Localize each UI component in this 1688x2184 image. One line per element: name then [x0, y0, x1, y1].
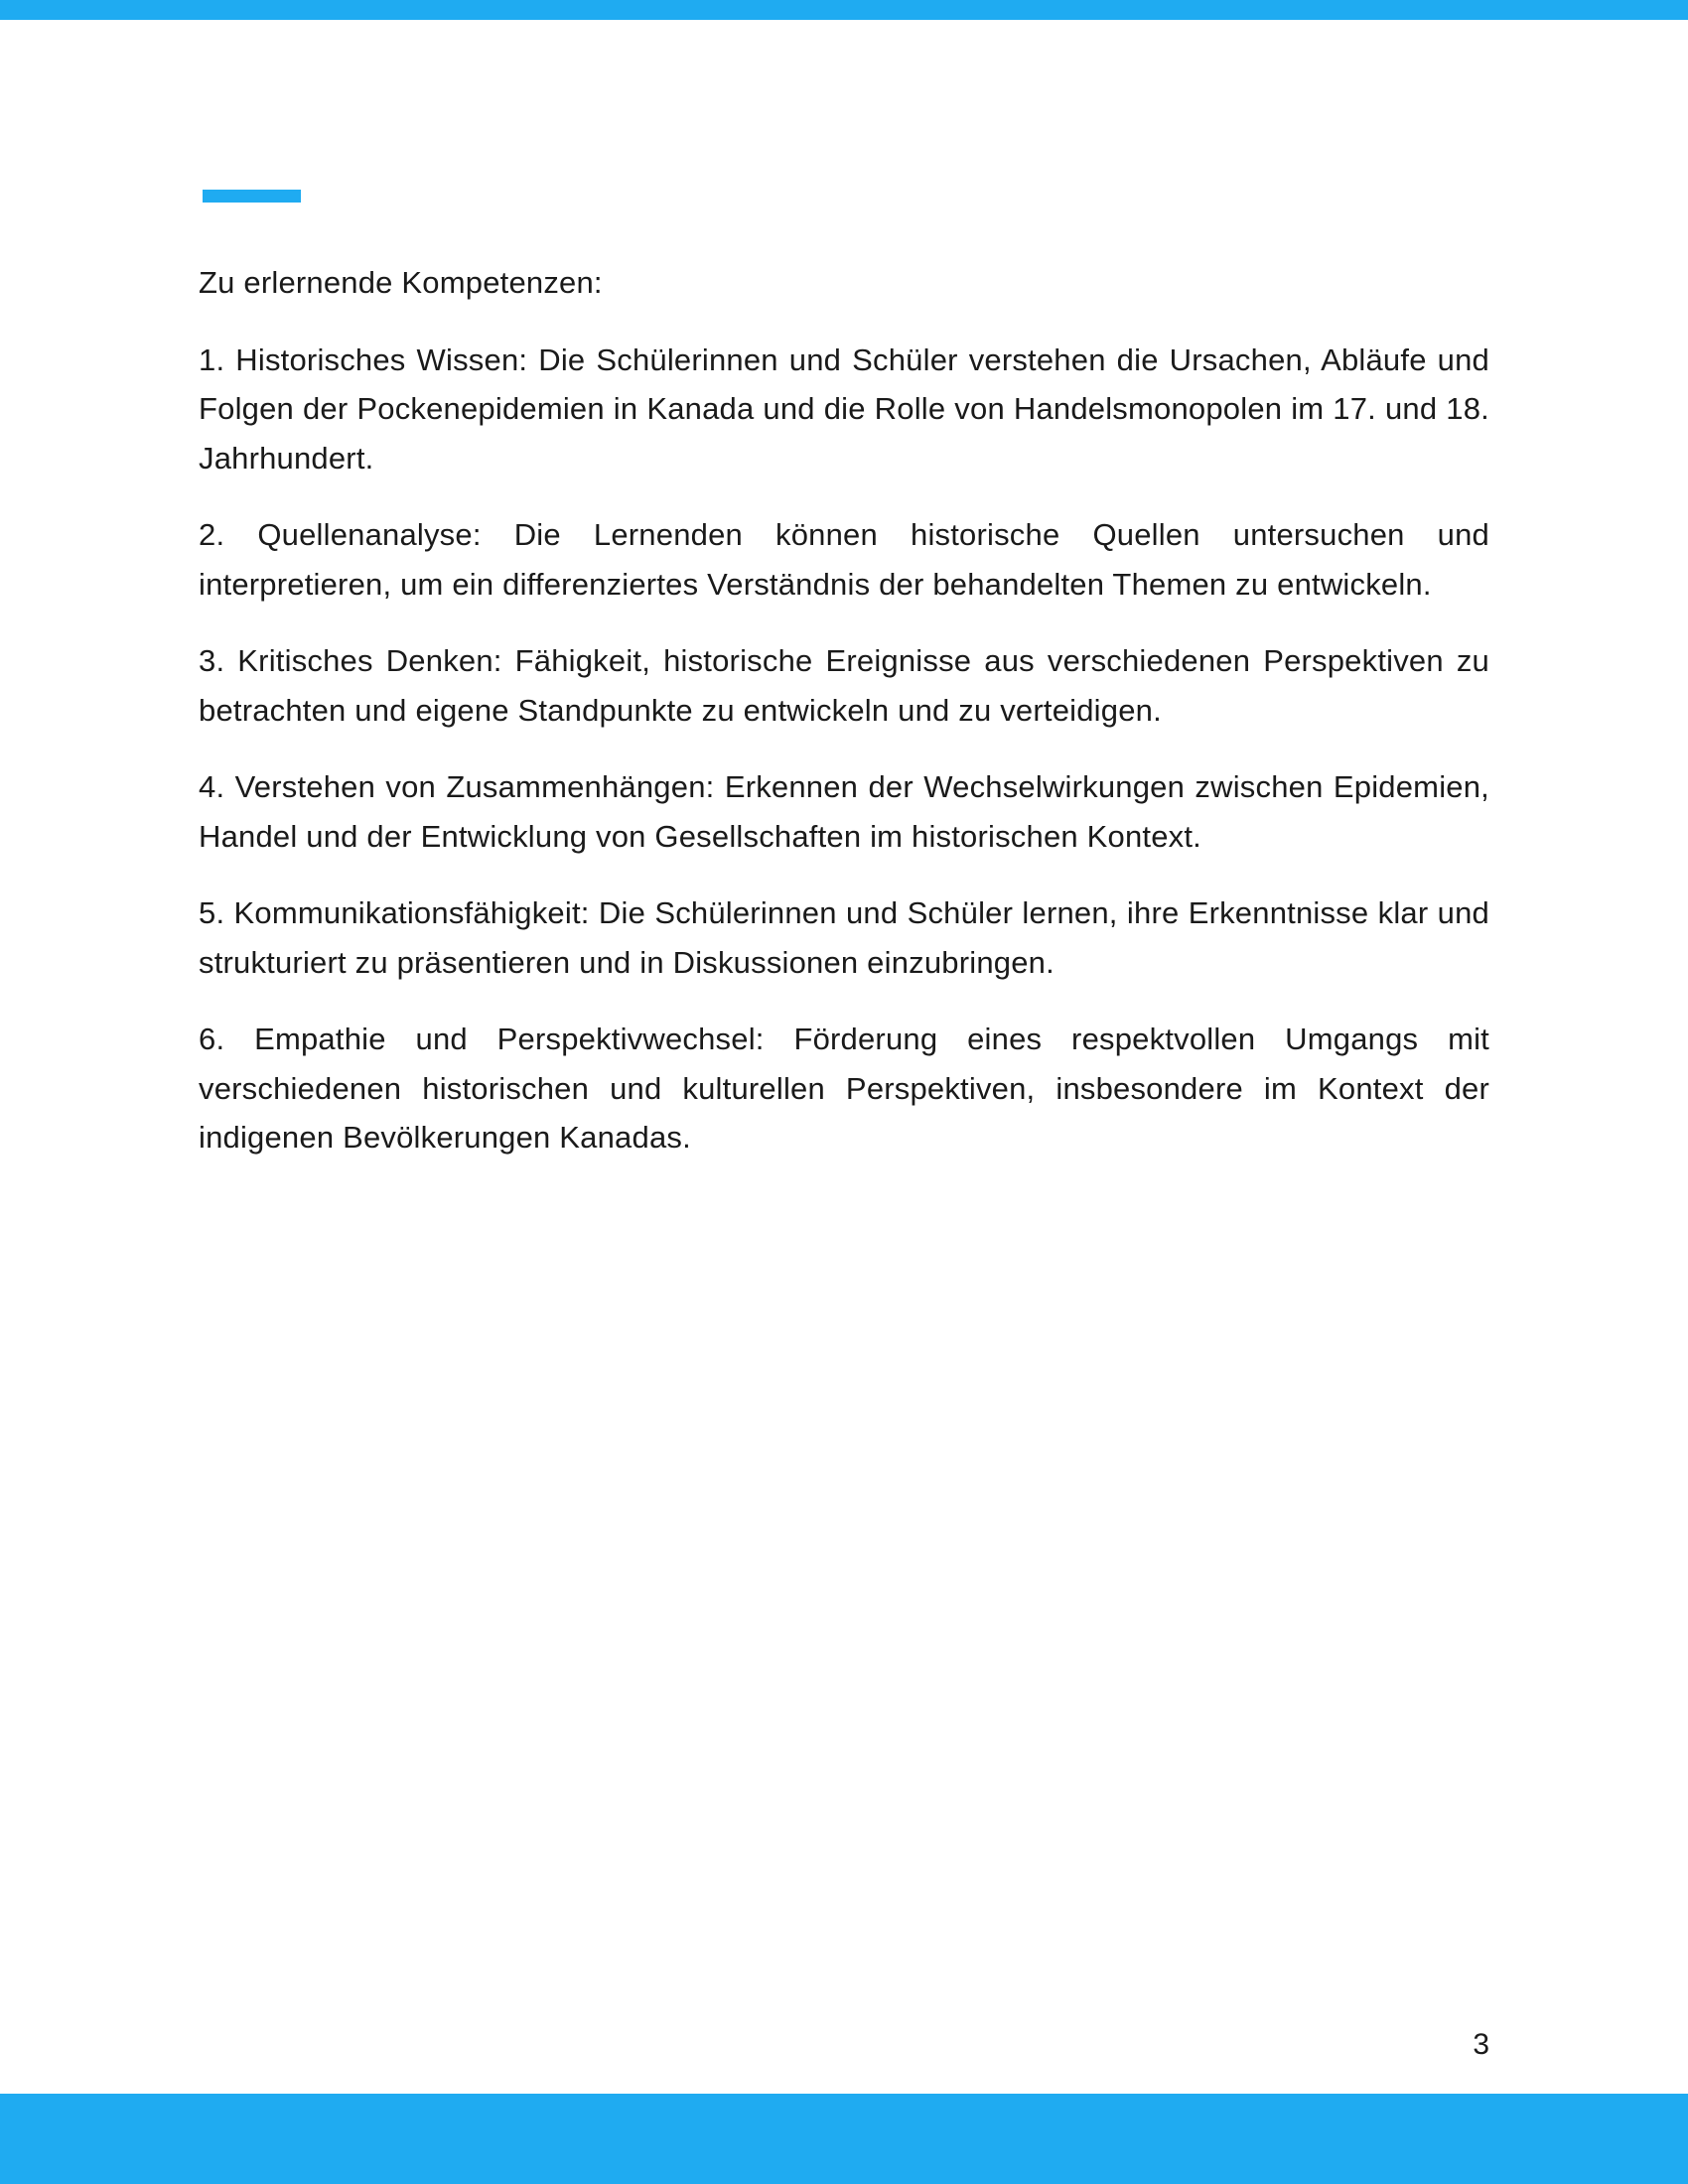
section-accent-dash — [203, 190, 301, 203]
bottom-accent-bar — [0, 2094, 1688, 2184]
competency-item-4: 4. Verstehen von Zusammenhängen: Erkennen der Wechselwirkungen zwischen Epidemien, Handel und der Entwicklung von Gesellschaften im historischen Kontext. — [199, 769, 1489, 854]
page-content — [199, 258, 1489, 1190]
page-number: 3 — [1473, 2028, 1489, 2061]
competency-item-3: 3. Kritisches Denken: Fähigkeit, historische Ereignisse aus verschiedenen Perspektiven zu betrachten und eigene Standpunkte zu entwickeln und zu verteidigen. — [199, 643, 1489, 728]
competency-item-1: 1. Historisches Wissen: Die Schülerinnen und Schüler verstehen die Ursachen, Abläufe und Folgen der Pockenepidemien in Kanada und die Rolle von Handelsmonopolen im 17. und 18. Jahrhundert. — [199, 341, 1489, 476]
intro-heading: Zu erlernende Kompetenzen: — [199, 265, 603, 300]
competency-item-6: 6. Empathie und Perspektivwechsel: Förderung eines respektvollen Umgangs mit verschiedenen historischen und kulturellen Perspektiven, insbesondere im Kontext der indigenen Bevölkerungen Kanadas. — [199, 1022, 1489, 1155]
top-accent-bar — [0, 0, 1688, 20]
competency-item-5: 5. Kommunikationsfähigkeit: Die Schülerinnen und Schüler lernen, ihre Erkenntnisse klar und strukturiert zu präsentieren und in Diskussionen einzubringen. — [199, 895, 1489, 980]
competency-item-2: 2. Quellenanalyse: Die Lernenden können historische Quellen untersuchen und interpretieren, um ein differenziertes Verständnis der behandelten Themen zu entwickeln. — [199, 517, 1489, 602]
